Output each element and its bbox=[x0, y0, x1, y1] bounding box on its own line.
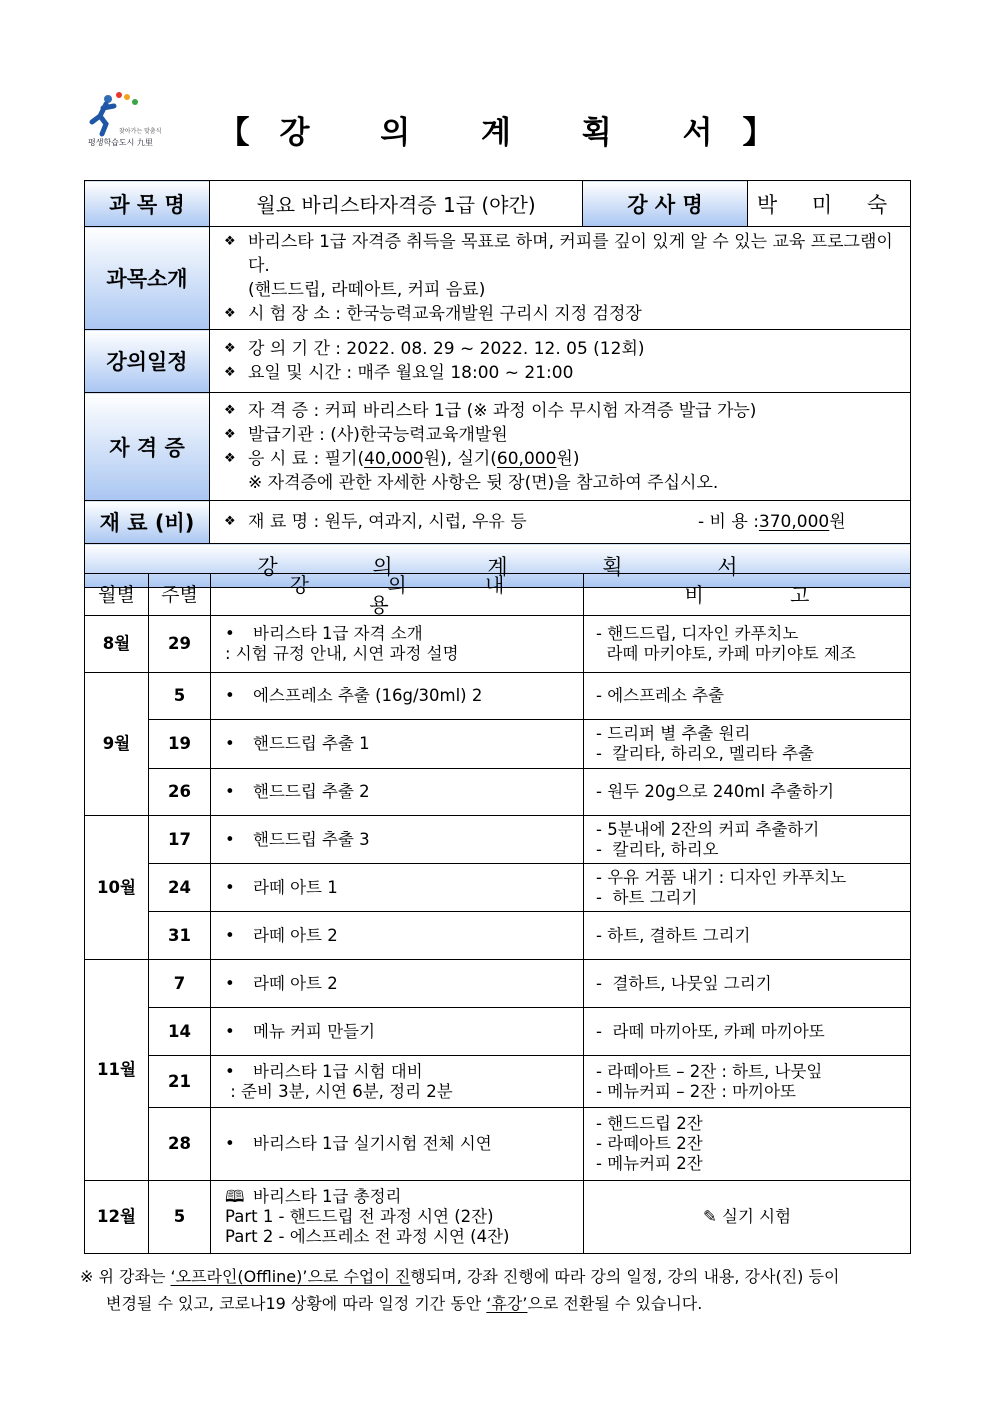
content-cell: • 바리스타 1급 시험 대비 : 준비 3분, 시연 6분, 정리 2분 bbox=[211, 1056, 584, 1108]
intro-line: 바리스타 1급 자격증 취득을 목표로 하며, 커피를 깊이 있게 알 수 있는 교육 프로그램이다. bbox=[248, 232, 893, 276]
header-month: 월별 bbox=[85, 574, 149, 616]
material-items: 재 료 명 : 원두, 여과지, 시럽, 우유 등 bbox=[248, 512, 527, 532]
content-cell: • 바리스타 1급 실기시험 전체 시연 bbox=[211, 1108, 584, 1181]
month-cell: 9월 bbox=[85, 673, 149, 816]
notice-line-1: ※ 위 강좌는 ‘오프라인(Offline)’으로 수업이 진행되며, 강좌 진행에 따라 강의 일정, 강의 내용, 강사(진) 등이 bbox=[80, 1267, 840, 1286]
note-cell: - 핸드드립 2잔 - 라떼아트 2잔 - 메뉴커피 2잔 bbox=[584, 1108, 911, 1181]
cert-note: ※ 자격증에 관한 자세한 사항은 뒷 장(면)을 참고하여 주십시오. bbox=[248, 472, 719, 493]
content-cell: 🕮 바리스타 1급 총정리 Part 1 - 핸드드립 전 과정 시연 (2잔) Part 2 - 에스프레소 전 과정 시연 (4잔) bbox=[211, 1181, 584, 1254]
material-label: 재 료 (비) bbox=[85, 501, 210, 544]
intro-content bbox=[210, 227, 911, 330]
written-fee: 40,000 bbox=[364, 448, 424, 469]
week-cell: 29 bbox=[149, 616, 211, 673]
header-content: 강 의 내 용 bbox=[211, 574, 584, 616]
content-cell: • 에스프레소 추출 (16g/30ml) 2 bbox=[211, 673, 584, 720]
schedule-line: 요일 및 시간 : 매주 월요일 18:00 ~ 21:00 bbox=[248, 363, 574, 383]
week-cell: 21 bbox=[149, 1056, 211, 1108]
cert-content bbox=[210, 393, 911, 501]
diamond-bullet-icon: ❖ bbox=[224, 234, 236, 249]
note-cell: - 5분내에 2잔의 커피 추출하기 - 칼리타, 하리오 bbox=[584, 816, 911, 864]
month-cell: 8월 bbox=[85, 616, 149, 673]
cert-label: 자 격 증 bbox=[85, 393, 210, 501]
content-cell: • 라떼 아트 1 bbox=[211, 864, 584, 912]
book-icon: 🕮 bbox=[225, 1187, 245, 1206]
note-cell: - 핸드드립, 디자인 카푸치노 라떼 마키야토, 카페 마키야토 제조 bbox=[584, 616, 911, 673]
note-cell: - 원두 20g으로 240ml 추출하기 bbox=[584, 769, 911, 816]
week-cell: 17 bbox=[149, 816, 211, 864]
document-title: 【강 의 계 획 서】 bbox=[218, 115, 804, 151]
month-cell: 10월 bbox=[85, 816, 149, 960]
month-cell: 12월 bbox=[85, 1181, 149, 1254]
week-cell: 14 bbox=[149, 1008, 211, 1056]
note-cell: - 에스프레소 추출 bbox=[584, 673, 911, 720]
content-cell: • 라떼 아트 2 bbox=[211, 960, 584, 1008]
content-cell: • 라떼 아트 2 bbox=[211, 912, 584, 960]
logo-tagline: 찾아가는 맞춤식 bbox=[119, 128, 162, 135]
notice-line-2: 변경될 수 있고, 코로나19 상황에 따라 일정 기간 동안 ‘휴강’으로 전환될 수 있습니다. bbox=[106, 1294, 703, 1313]
pencil-icon: ✎ bbox=[702, 1207, 723, 1226]
cert-line: 발급기관 : (사)한국능력교육개발원 bbox=[248, 424, 508, 445]
cert-fee-line: 응 시 료 : 필기(40,000원), 실기(60,000원) bbox=[248, 448, 580, 469]
note-cell: - 라떼 마끼아또, 카페 마끼아또 bbox=[584, 1008, 911, 1056]
schedule-content bbox=[210, 330, 911, 393]
subject-label: 과 목 명 bbox=[85, 181, 210, 227]
week-cell: 5 bbox=[149, 673, 211, 720]
plan-banner: 강 의 계 획 서 bbox=[85, 544, 911, 588]
diamond-bullet-icon: ❖ bbox=[224, 450, 236, 466]
content-cell: • 바리스타 1급 자격 소개 : 시험 규정 안내, 시연 과정 설명 bbox=[211, 616, 584, 673]
note-cell: - 드리퍼 별 추출 원리 - 칼리타, 하리오, 멜리타 추출 bbox=[584, 720, 911, 769]
diamond-bullet-icon: ❖ bbox=[224, 365, 236, 380]
logo-city-name: 평생학습도시 九里 bbox=[88, 138, 153, 147]
instructor-value: 박 미 숙 bbox=[748, 181, 911, 227]
week-cell: 19 bbox=[149, 720, 211, 769]
material-cost-label: - 비 용 : bbox=[698, 512, 759, 532]
course-info-table bbox=[84, 180, 911, 588]
diamond-bullet-icon: ❖ bbox=[224, 514, 236, 529]
instructor-label: 강 사 명 bbox=[583, 181, 748, 227]
material-content: ❖ 재 료 명 : 원두, 여과지, 시럽, 우유 등 - 비 용 : 370,000 원 bbox=[210, 501, 911, 544]
note-cell: - 하트, 결하트 그리기 bbox=[584, 912, 911, 960]
note-cell: ✎ 실기 시험 bbox=[584, 1181, 911, 1254]
footer-notice bbox=[80, 1263, 920, 1317]
note-cell: - 라떼아트 – 2잔 : 하트, 나뭇잎 - 메뉴커피 – 2잔 : 마끼아또 bbox=[584, 1056, 911, 1108]
content-cell: • 핸드드립 추출 3 bbox=[211, 816, 584, 864]
content-cell: • 핸드드립 추출 1 bbox=[211, 720, 584, 769]
material-cost: 370,000 bbox=[758, 512, 830, 532]
header-week: 주별 bbox=[149, 574, 211, 616]
subject-value: 월요 바리스타자격증 1급 (야간) bbox=[210, 181, 583, 227]
week-cell: 5 bbox=[149, 1181, 211, 1254]
week-cell: 31 bbox=[149, 912, 211, 960]
week-cell: 28 bbox=[149, 1108, 211, 1181]
practical-fee: 60,000 bbox=[496, 448, 557, 469]
diamond-bullet-icon: ❖ bbox=[224, 426, 236, 442]
week-cell: 7 bbox=[149, 960, 211, 1008]
content-cell: • 핸드드립 추출 2 bbox=[211, 769, 584, 816]
schedule-line: 강 의 기 간 : 2022. 08. 29 ~ 2022. 12. 05 (12회) bbox=[248, 339, 645, 359]
week-cell: 26 bbox=[149, 769, 211, 816]
diamond-bullet-icon: ❖ bbox=[224, 306, 236, 321]
cert-line: 자 격 증 : 커피 바리스타 1급 (※ 과정 이수 무시험 자격증 발급 가능) bbox=[248, 400, 757, 421]
intro-line: 시 험 장 소 : 한국능력교육개발원 구리시 지정 검정장 bbox=[248, 304, 642, 324]
note-cell: - 결하트, 나뭇잎 그리기 bbox=[584, 960, 911, 1008]
week-cell: 24 bbox=[149, 864, 211, 912]
intro-line: (핸드드립, 라떼아트, 커피 음료) bbox=[248, 280, 486, 300]
intro-label: 과목소개 bbox=[85, 227, 210, 330]
content-cell: • 메뉴 커피 만들기 bbox=[211, 1008, 584, 1056]
diamond-bullet-icon: ❖ bbox=[224, 402, 236, 418]
diamond-bullet-icon: ❖ bbox=[224, 341, 236, 356]
note-cell: - 우유 거품 내기 : 디자인 카푸치노 - 하트 그리기 bbox=[584, 864, 911, 912]
lecture-plan-table bbox=[84, 573, 911, 1254]
header-note: 비 고 bbox=[584, 574, 911, 616]
schedule-label: 강의일정 bbox=[85, 330, 210, 393]
month-cell: 11월 bbox=[85, 960, 149, 1181]
